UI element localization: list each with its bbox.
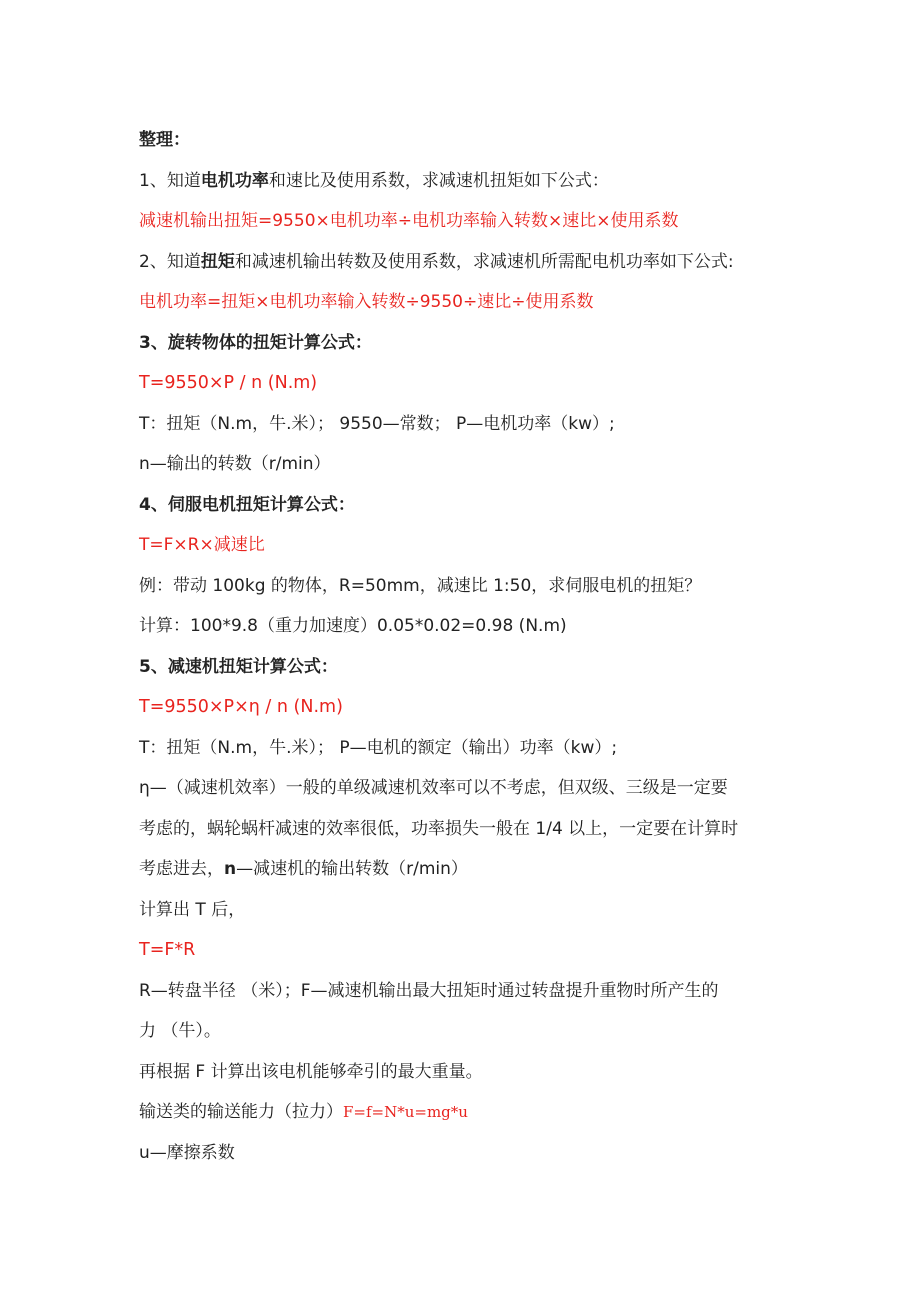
section-4-heading: 4、伺服电机扭矩计算公式：	[139, 494, 355, 515]
radius-definition-2: 力 （牛）。	[139, 1021, 221, 1041]
formula-force-radius: T=F*R	[139, 940, 196, 960]
definition-5a: T：扭矩（N.m，牛.米）； P—电机的额定（输出）功率（kw）;	[139, 737, 618, 758]
formula-motor-power: 电机功率=扭矩×电机功率输入转数÷9550÷速比÷使用系数	[139, 292, 594, 312]
formula-reducer-torque: 减速机输出扭矩=9550×电机功率÷电机功率输入转数×速比×使用系数	[139, 211, 679, 231]
eta-line-3	[139, 849, 789, 890]
example-4: 例：带动 100kg 的物体，R=50mm，减速比 1:50，求伺服电机的扭矩？	[139, 575, 702, 596]
section-5-heading: 5、减速机扭矩计算公式：	[139, 656, 338, 677]
paragraph-2-bold: 扭矩	[200, 251, 235, 272]
radius-definition-1: R—转盘半径 （米）；F—减速机输出最大扭矩时通过转盘提升重物时所产生的	[139, 980, 719, 1001]
calculation-4: 计算：100*9.8（重力加速度）0.05*0.02=0.98 (N.m)	[139, 616, 567, 636]
paragraph-1-suffix: 和速比及使用系数，求减速机扭矩如下公式：	[268, 170, 609, 191]
eta-line-3-bold: n	[224, 859, 237, 879]
paragraph-2-prefix: 2、知道	[139, 251, 201, 272]
heading: 整理：	[139, 130, 190, 150]
section-3-heading: 3、旋转物体的扭矩计算公式：	[139, 332, 372, 353]
formula-servo-torque: T=F×R×减速比	[139, 535, 265, 555]
eta-line-2: 考虑的，蜗轮蜗杆减速的效率很低，功率损失一般在 1/4 以上，一定要在计算时	[139, 818, 739, 839]
formula-reducer-efficiency: T=9550×P×η / n (N.m)	[139, 697, 343, 717]
max-weight-note: 再根据 F 计算出该电机能够牵引的最大重量。	[139, 1061, 483, 1082]
after-calc: 计算出 T 后，	[139, 899, 246, 920]
friction-definition: u—摩擦系数	[139, 1142, 235, 1163]
paragraph-1-prefix: 1、知道	[139, 170, 201, 191]
paragraph-2-suffix: 和减速机输出转数及使用系数，求减速机所需配电机功率如下公式:	[234, 251, 734, 272]
conveyor-capacity-formula: F=f=N*u=mg*u	[343, 1103, 468, 1121]
paragraph-1-bold: 电机功率	[200, 170, 269, 191]
eta-line-1: η—（减速机效率）一般的单级减速机效率可以不考虑，但双级、三级是一定要	[139, 778, 728, 798]
definition-3b: n—输出的转数（r/min）	[139, 454, 331, 474]
formula-rotating-torque: T=9550×P / n (N.m)	[139, 373, 318, 393]
paragraph-2	[139, 242, 789, 283]
document-body	[139, 120, 789, 1173]
paragraph-1	[139, 161, 789, 202]
conveyor-capacity	[139, 1092, 789, 1133]
eta-line-3-prefix: 考虑进去，	[139, 859, 224, 879]
conveyor-capacity-prefix: 输送类的输送能力（拉力）	[139, 1102, 343, 1122]
definition-3a: T：扭矩（N.m，牛.米）； 9550—常数； P—电机功率（kw）;	[139, 413, 615, 434]
eta-line-3-suffix: —减速机的输出转数（r/min）	[236, 859, 468, 879]
